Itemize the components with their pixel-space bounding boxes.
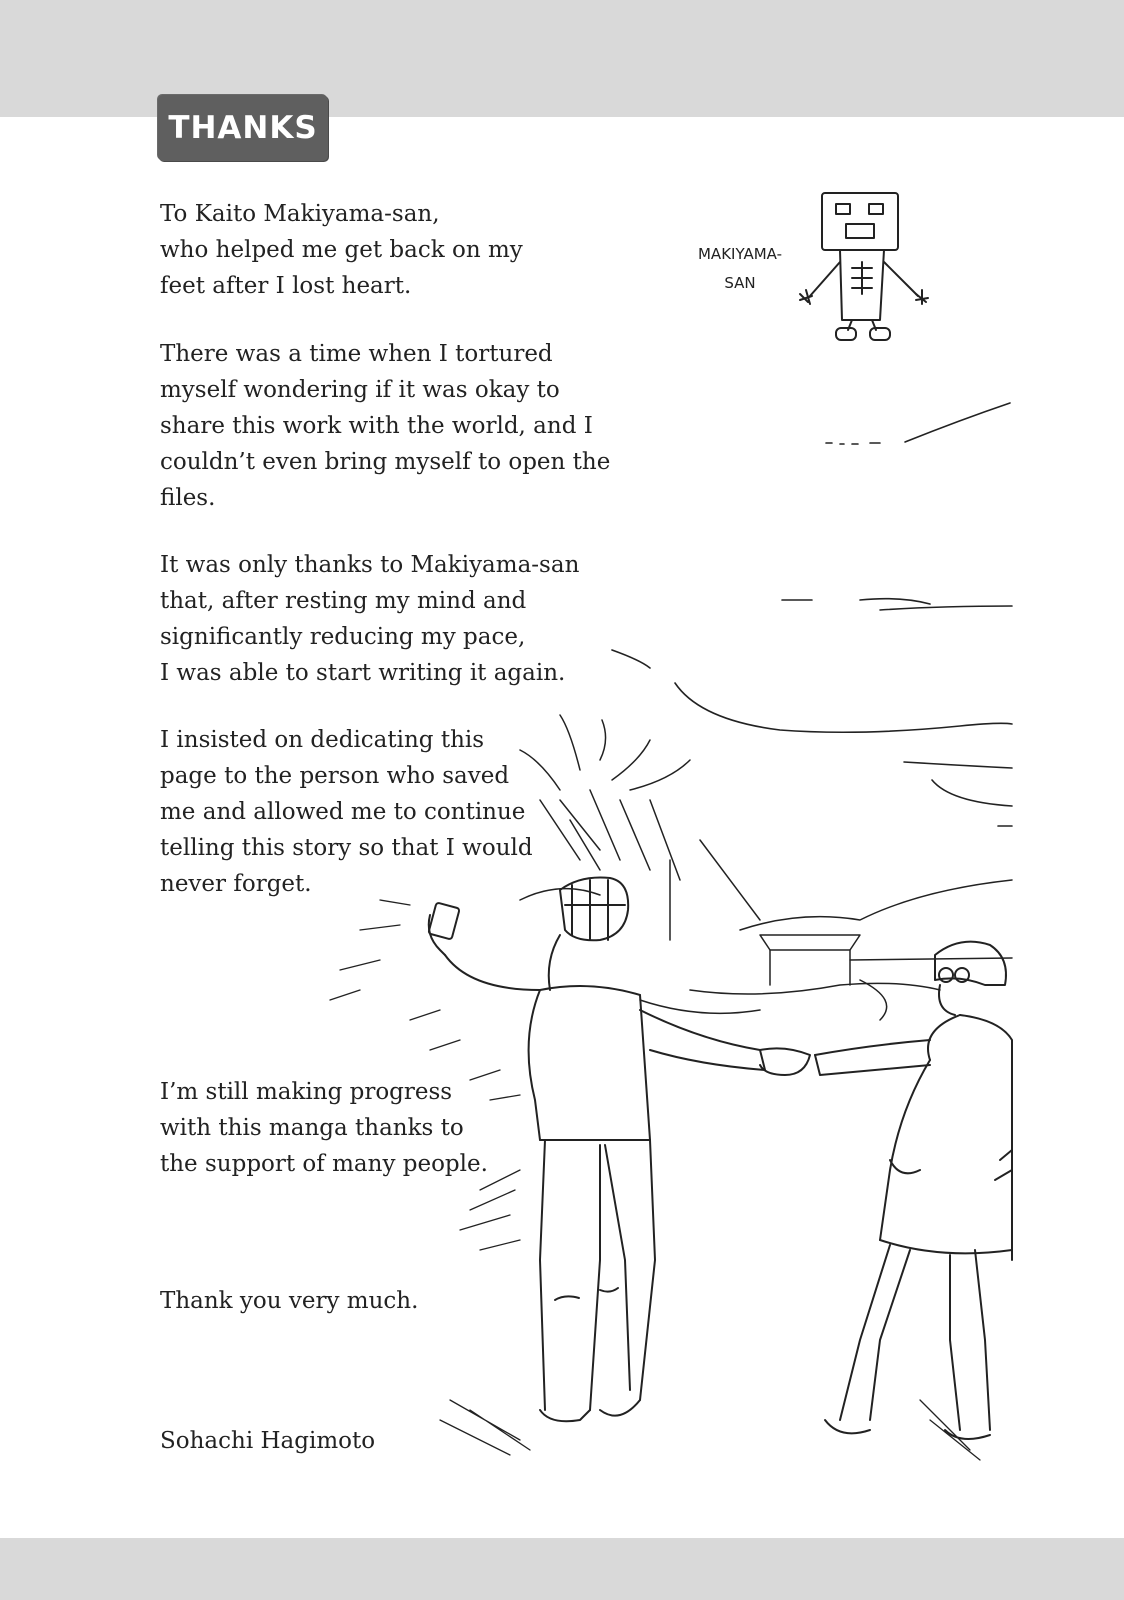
paragraph-thank-you: Thank you very much.	[160, 1288, 419, 1314]
paragraph-dedication: To Kaito Makiyama-san, who helped me get back on my feet after I lost heart.	[160, 201, 523, 299]
paragraph-progress: I’m still making progress with this manga thanks to the support of many people.	[160, 1079, 488, 1177]
robot-caption: MAKIYAMA- SAN	[697, 245, 782, 292]
paragraph-struggle: There was a time when I tortured myself wondering if it was okay to share this work with the world, and I couldn’t even bring myself to open the files.	[160, 341, 611, 511]
author-signature: Sohachi Hagimoto	[160, 1428, 376, 1454]
joined-hands	[760, 1048, 810, 1075]
thanks-heading: THANKS	[158, 95, 328, 161]
sky-strokes	[612, 403, 1012, 826]
paragraph-insistence: I insisted on dedicating this page to the person who saved me and allowed me to continue telling this story so that I would never forget.	[160, 727, 533, 897]
person-right	[815, 942, 1012, 1439]
paragraph-recovery: It was only thanks to Makiyama-san that, after resting my mind and significantly reducing my pace, I was able to start writing it again.	[160, 552, 580, 686]
robot-icon	[800, 193, 928, 340]
